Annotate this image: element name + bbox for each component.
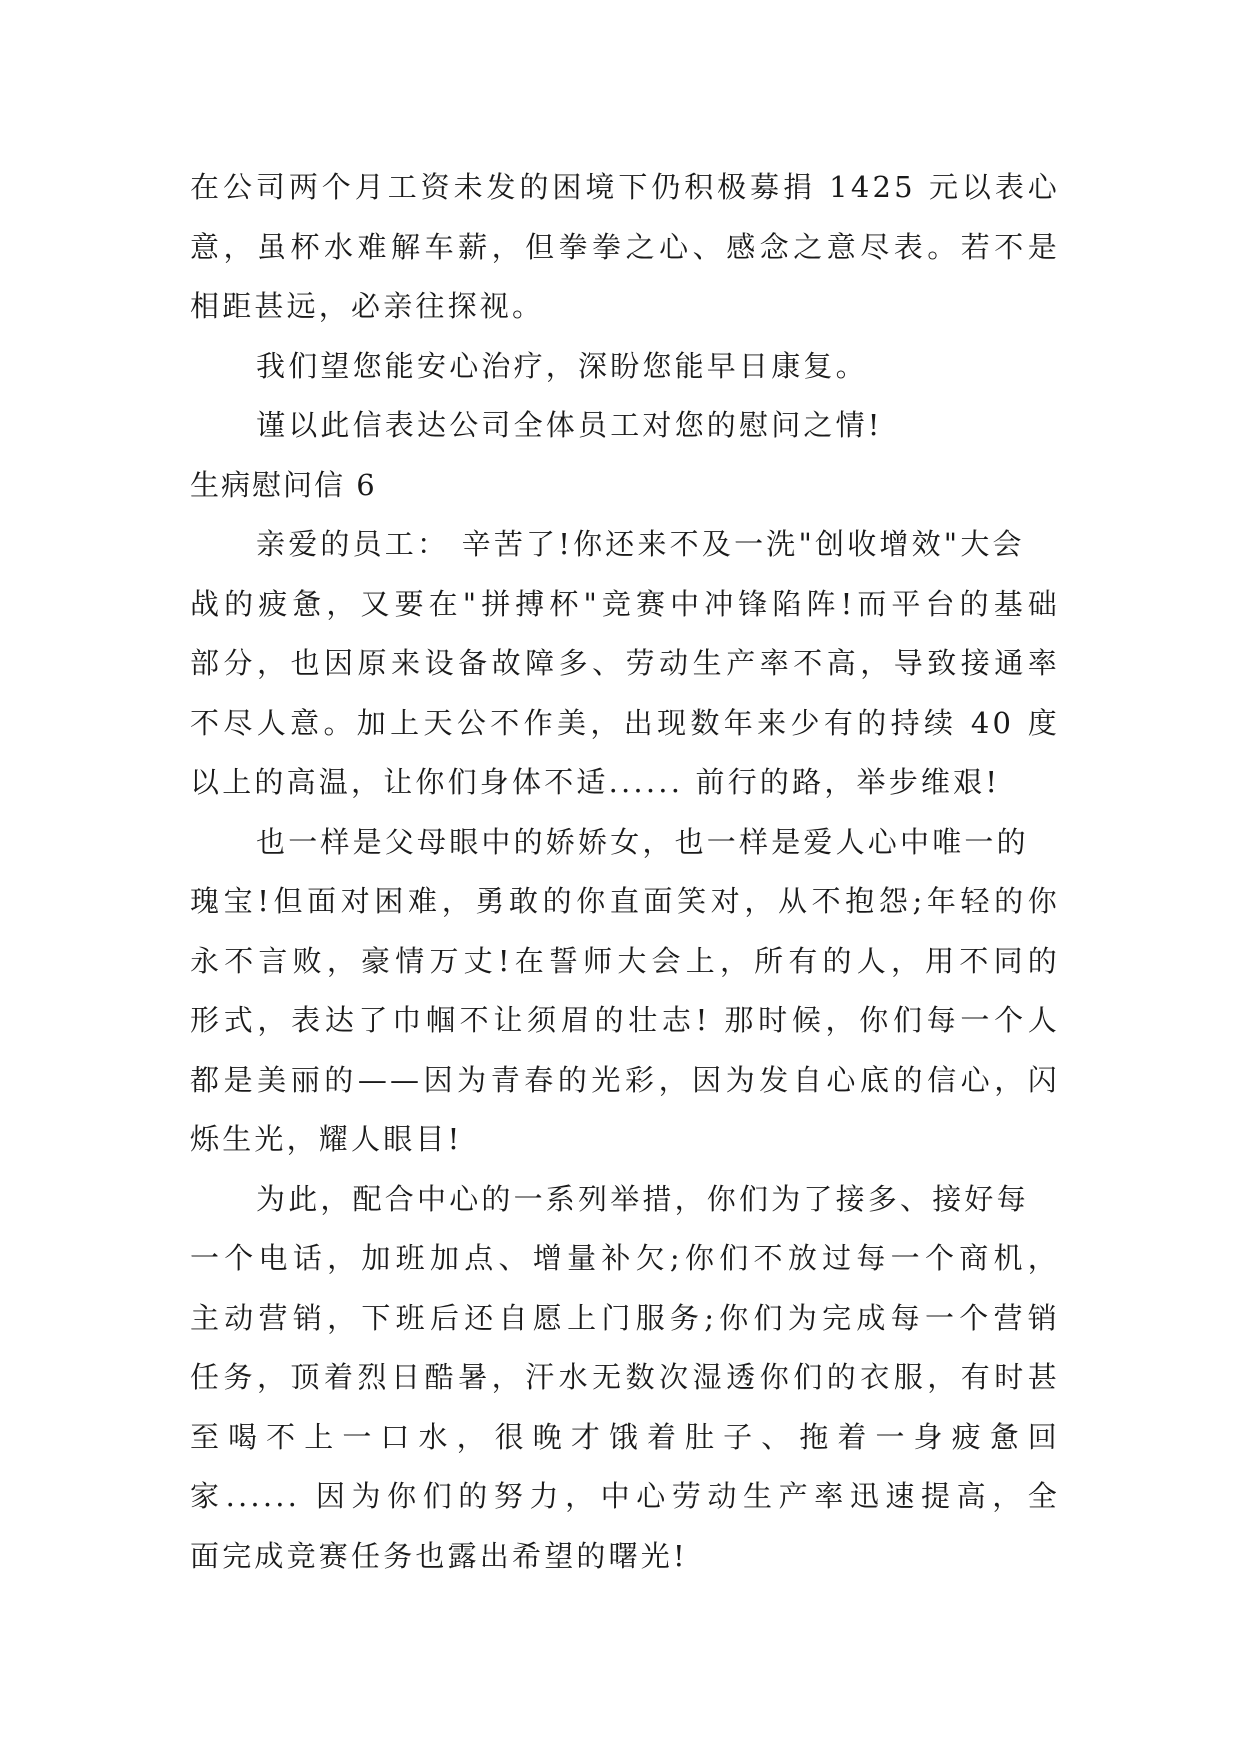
- text-line: 我们望您能安心治疗，深盼您能早日康复。: [256, 348, 868, 383]
- text-line: 一个电话，加班加点、增量补欠;你们不放过每一个商机，: [190, 1241, 1060, 1275]
- text-line: 战的疲惫，又要在"拼搏杯"竞赛中冲锋陷阵!而平台的基础: [190, 586, 1060, 621]
- text-line: 面完成竞赛任务也露出希望的曙光!: [190, 1538, 688, 1573]
- text-line: 谨以此信表达公司全体员工对您的慰问之情!: [256, 408, 883, 442]
- paragraph: [190, 1170, 1060, 1587]
- text-line: 在公司两个月工资未发的困境下仍积极募捐 1425 元以表心: [190, 170, 1060, 204]
- text-line: 相距甚远，必亲往探视。: [190, 289, 545, 323]
- text-line: 至喝不上一口水，很晚才饿着肚子、拖着一身疲惫回: [190, 1419, 1060, 1454]
- paragraph: [190, 813, 1060, 1170]
- text-line: 亲爱的员工： 辛苦了!你还来不及一洗"创收增效"大会: [256, 527, 1025, 561]
- section-heading: [190, 456, 1060, 516]
- text-line: 任务，顶着烈日酷暑，汗水无数次湿透你们的衣服，有时甚: [190, 1360, 1060, 1394]
- paragraph: [190, 515, 1060, 813]
- document-body: [190, 158, 1060, 1586]
- paragraph: [190, 337, 1060, 397]
- paragraph: [190, 396, 1060, 456]
- text-line: 部分，也因原来设备故障多、劳动生产率不高，导致接通率: [190, 646, 1060, 680]
- text-line: 永不言败，豪情万丈!在誓师大会上，所有的人，用不同的: [190, 943, 1060, 978]
- text-line: 主动营销，下班后还自愿上门服务;你们为完成每一个营销: [190, 1300, 1060, 1335]
- text-line: 都是美丽的——因为青春的光彩，因为发自心底的信心，闪: [190, 1062, 1060, 1097]
- paragraph: [190, 158, 1060, 337]
- text-line: 为此，配合中心的一系列举措，你们为了接多、接好每: [256, 1181, 1029, 1216]
- text-line: 以上的高温，让你们身体不适...... 前行的路，举步维艰!: [190, 765, 1001, 799]
- text-line: 家...... 因为你们的努力，中心劳动生产率迅速提高，全: [190, 1479, 1060, 1513]
- text-line: 瑰宝!但面对困难，勇敢的你直面笑对，从不抱怨;年轻的你: [190, 884, 1060, 918]
- text-line: 烁生光，耀人眼目!: [190, 1122, 463, 1156]
- section-title: 生病慰问信 6: [190, 467, 377, 502]
- text-line: 形式，表达了巾帼不让须眉的壮志! 那时候，你们每一个人: [190, 1003, 1060, 1037]
- text-line: 也一样是父母眼中的娇娇女，也一样是爱人心中唯一的: [256, 824, 1029, 859]
- text-line: 不尽人意。加上天公不作美，出现数年来少有的持续 40 度: [190, 705, 1060, 740]
- text-line: 意，虽杯水难解车薪，但拳拳之心、感念之意尽表。若不是: [190, 229, 1060, 264]
